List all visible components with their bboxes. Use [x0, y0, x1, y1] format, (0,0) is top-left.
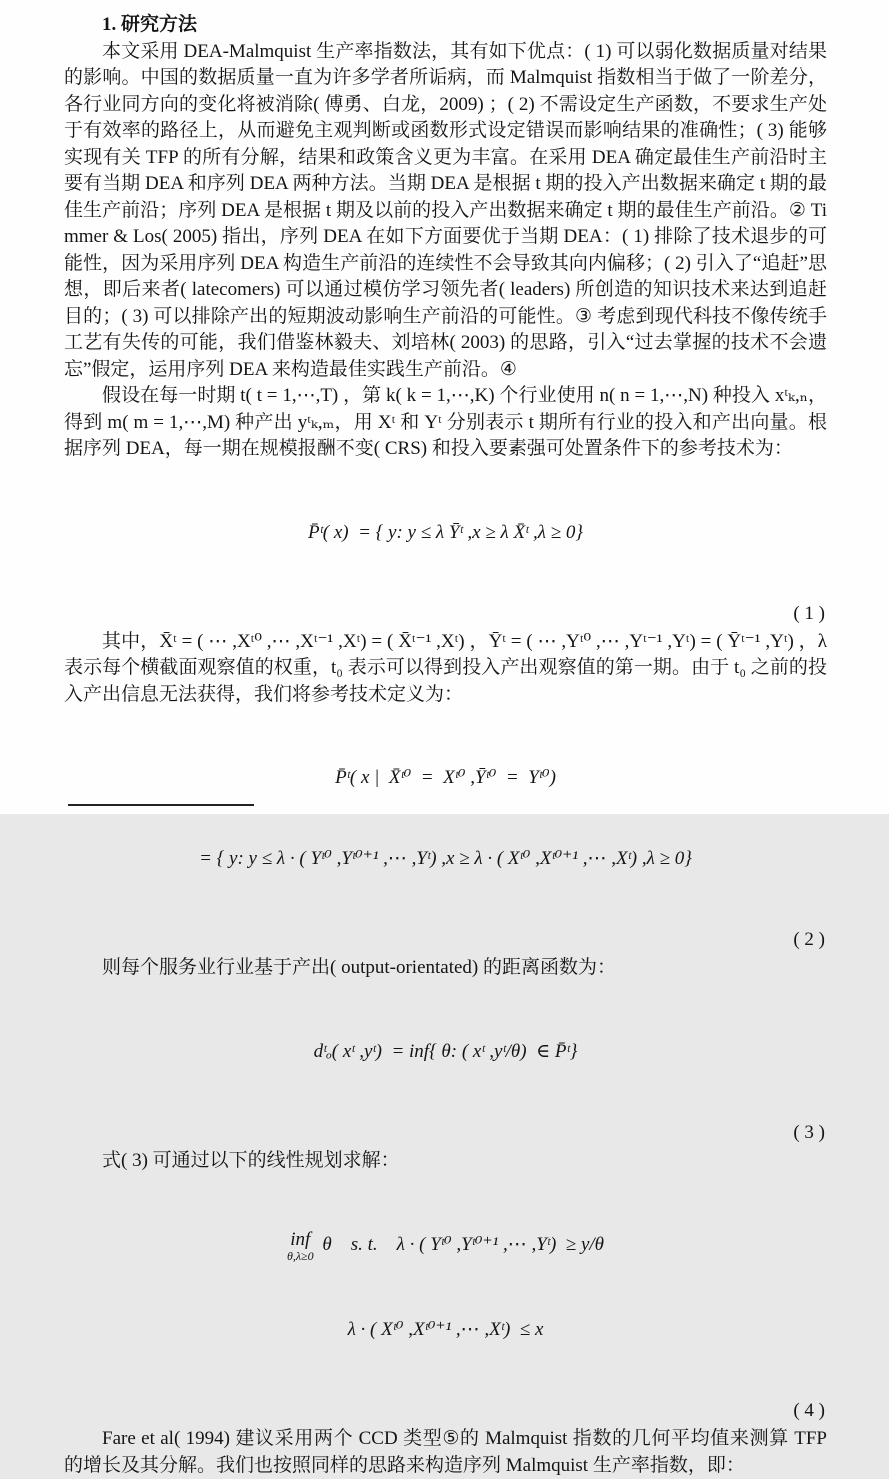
formula-3: [64, 984, 827, 1146]
formula-4-line1: [64, 1230, 827, 1262]
formula-4-line2: λ · ( Xᵗ⁰ ,Xᵗ⁰⁺¹ ,⋯ ,Xᵗ) ≤ x: [347, 1319, 544, 1340]
formula-1-body: P̄ᵗ( x) = { y: y ≤ λ Ȳᵗ ,x ≥ λ X̄ᵗ ,λ ≥ 0}: [307, 521, 584, 543]
formula-3-number: ( 3 ): [793, 1121, 825, 1143]
paragraph-malmquist-index: Fare et al( 1994) 建议采用两个 CCD 类型⑤的 Malmquist 指数的几何平均值来测算 TFP 的增长及其分解。我们也按照同样的思路来构造序列 Malmquist 生产率指数，即：: [64, 1428, 827, 1476]
formula-2-number: ( 2 ): [793, 929, 825, 950]
formula-1: [64, 465, 827, 627]
inf-label: inf: [290, 1229, 311, 1250]
formula-2-line2: = { y: y ≤ λ · ( Yᵗ⁰ ,Yᵗ⁰⁺¹ ,⋯ ,Yᵗ) ,x ≥ λ · ( Xᵗ⁰ ,Xᵗ⁰⁺¹ ,⋯ ,Xᵗ) ,λ ≥ 0}: [199, 848, 692, 869]
formula-2: [64, 710, 827, 953]
paragraph-method-intro: 本文采用 DEA-Malmquist 生产率指数法，其有如下优点：( 1) 可以弱化数据质量对结果的影响。中国的数据质量一直为许多学者所诟病，而 Malmquist 指数相当于做了一阶差分，各行业同方向的变化将被消除( 傅勇、白龙，2009) ；( 2) 不需设定生产函数，不要求生产处于有效率的路径上，从而避免主观判断或函数形式设定错误而影响结果的准确性；( 3) 能够实现有关 TFP 的所有分解，结果和政策含义更为丰富。在采用 DEA 确定最佳生产前沿时主要有当期 DEA 和序列 DEA 两种方法。当期 DEA 是根据 t 期的投入产出数据来确定 t 期的最佳生产前沿；序列 DEA 是根据 t 期及以前的投入产出数据来确定 t 期的最佳生产前沿。② Timmer & Los( 2005) 指出，序列 DEA 在如下方面要优于当期 DEA：( 1) 排除了技术退步的可能性，因为采用序列 DEA 构造生产前沿的连续性不会导致其向内偏移；( 2) 引入了“追赶”思想，即后来者( latecomers) 可以通过模仿学习领先者( leaders) 所创造的知识技术来达到追赶目的；( 3) 可以排除产出的短期波动影响生产前沿的可能性。③ 考虑到现代科技不像传统手工艺有失传的可能，我们借鉴林毅夫、刘培林( 2003) 的思路，引入“过去掌握的技术不会遗忘”假定，运用序列 DEA 来构造最佳实践生产前沿。④: [64, 40, 827, 380]
paragraph-linear-programming: 式( 3) 可通过以下的线性规划求解：: [102, 1149, 400, 1171]
formula-4-number: ( 4 ): [793, 1400, 825, 1421]
paragraph-model-setup: 假设在每一时期 t( t = 1,⋯,T) ，第 k( k = 1,⋯,K) 个行业使用 n( n = 1,⋯,N) 种投入 xᵗₖ,ₙ，得到 m( m = 1,⋯,M) 种产出 yᵗₖ,ₘ，用 Xᵗ 和 Yᵗ 分别表示 t 期所有行业的投入和产出向量。根据序列 DEA，每一期在规模报酬不变( CRS) 和投入要素强可处置条件下的参考技术为：: [64, 385, 827, 459]
footnote-separator: [68, 804, 254, 806]
formula-2-line1: P̄ᵗ( x | X̄ᵗ⁰ = Xᵗ⁰ ,Ȳᵗ⁰ = Yᵗ⁰): [335, 767, 556, 788]
inf-operator: [287, 1230, 314, 1262]
formula-4: [64, 1176, 827, 1424]
paragraph-distance-function: 则每个服务业行业基于产出( output-orientated) 的距离函数为：: [102, 957, 617, 978]
formula-3-body: dᵗₒ( xᵗ ,yᵗ) = inf{ θ: ( xᵗ ,yᵗ/θ) ∈ P̄ᵗ}: [313, 1040, 578, 1062]
inf-constraint: θ,λ≥0: [286, 1249, 314, 1263]
formula-4-line1-rest: θ s. t. λ · ( Yᵗ⁰ ,Yᵗ⁰⁺¹ ,⋯ ,Yᵗ) ≥ y/θ: [317, 1234, 605, 1255]
paragraph-notation: 其中，X̄ᵗ = ( ⋯ ,Xᵗ⁰ ,⋯ ,Xᵗ⁻¹ ,Xᵗ) = ( X̄ᵗ⁻¹ ,Xᵗ) ，Ȳᵗ = ( ⋯ ,Yᵗ⁰ ,⋯ ,Yᵗ⁻¹ ,Yᵗ) = ( Ȳᵗ⁻¹ ,Yᵗ) ，λ 表示每个横截面观察值的权重，t₀ 表示可以得到投入产出观察值的第一期。由于 t₀ 之前的投入产出信息无法获得，我们将参考技术定义为：: [64, 630, 827, 705]
formula-1-number: ( 1 ): [793, 602, 825, 624]
section-heading: 1. 研究方法: [102, 14, 198, 35]
